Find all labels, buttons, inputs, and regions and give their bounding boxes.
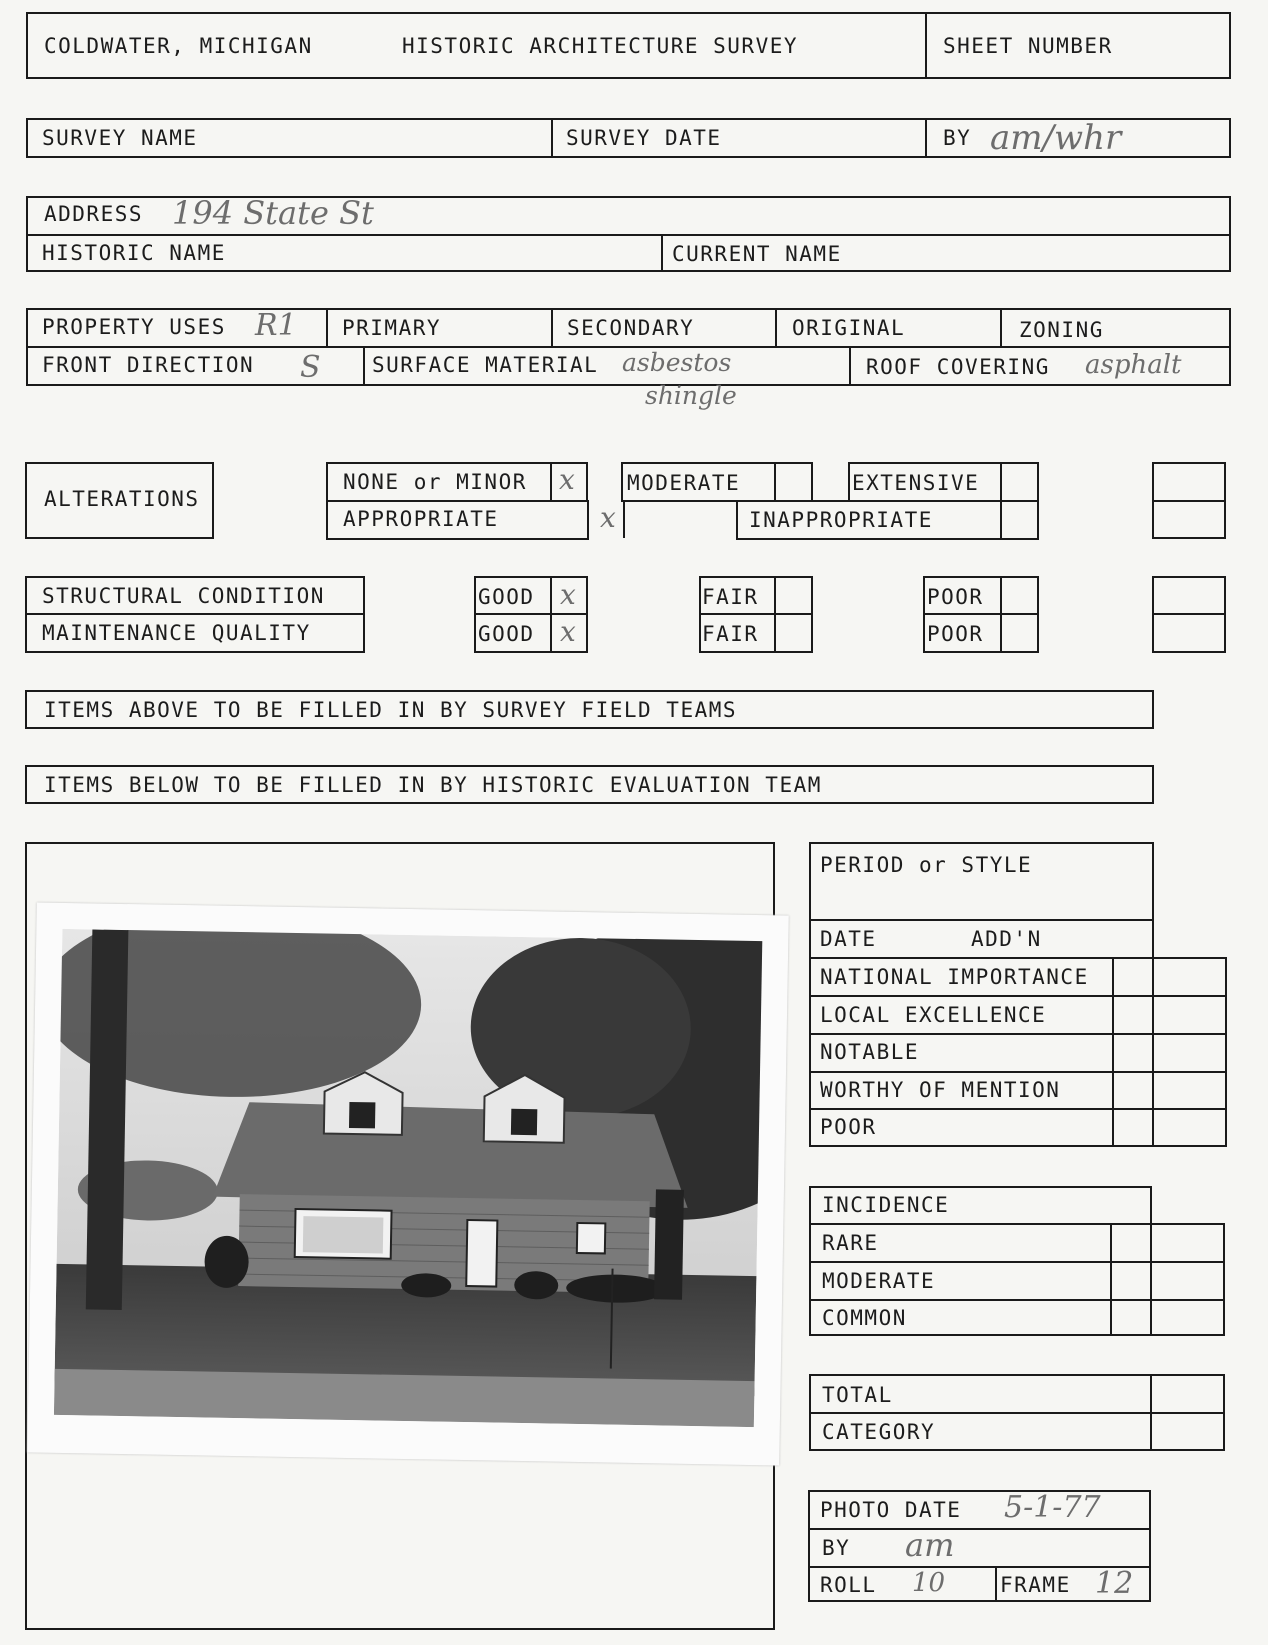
photo-by-label: BY xyxy=(822,1536,851,1560)
incidence-label: INCIDENCE xyxy=(822,1193,950,1217)
prop-div-6 xyxy=(849,346,851,386)
address-divider xyxy=(661,234,663,272)
rating-national: NATIONAL IMPORTANCE xyxy=(820,965,1089,989)
notes-above: ITEMS ABOVE TO BE FILLED IN BY SURVEY FIELD TEAMS xyxy=(44,698,738,722)
maintenance-good-mark: x xyxy=(560,615,576,648)
current-name-label: CURRENT NAME xyxy=(672,242,842,266)
address-value: 194 State St xyxy=(172,194,374,232)
mounted-photo xyxy=(27,902,788,1465)
sheet-number-label: SHEET NUMBER xyxy=(943,34,1113,58)
prop-div-4 xyxy=(1000,308,1002,346)
inc-check-divider xyxy=(1110,1223,1112,1334)
inc-score-right xyxy=(1223,1223,1225,1334)
fair-divider xyxy=(774,576,776,653)
photo-info-hline-1 xyxy=(808,1528,1151,1530)
eval-hline-4 xyxy=(809,1071,1227,1073)
total-label: TOTAL xyxy=(822,1383,893,1407)
photo-date-value: 5-1-77 xyxy=(1004,1490,1101,1525)
eval-hline-2 xyxy=(809,995,1227,997)
poor-label-1: POOR xyxy=(927,585,984,609)
addn-label: ADD'N xyxy=(971,927,1042,951)
eval-check-divider xyxy=(1112,957,1114,1145)
photo-by-value: am xyxy=(905,1526,955,1564)
inc-hline-3 xyxy=(809,1299,1225,1301)
extensive-check-divider xyxy=(1000,462,1002,502)
eval-score-bottom xyxy=(1152,1145,1227,1147)
survey-by-label: BY xyxy=(943,126,972,150)
appropriate-mark: x xyxy=(600,501,616,534)
surface-material-value-2: shingle xyxy=(645,381,737,410)
prop-div-5 xyxy=(363,346,365,386)
inc-score-bottom xyxy=(1150,1334,1225,1336)
eval-hline-3 xyxy=(809,1033,1227,1035)
property-uses-label: PROPERTY USES xyxy=(42,315,226,339)
good-label-1: GOOD xyxy=(478,585,535,609)
date-label: DATE xyxy=(820,927,877,951)
eval-hline-5 xyxy=(809,1108,1227,1110)
inappropriate-label: INAPPROPRIATE xyxy=(749,508,933,532)
roof-covering-value: asphalt xyxy=(1085,350,1182,380)
rating-local: LOCAL EXCELLENCE xyxy=(820,1003,1047,1027)
eval-hline-date xyxy=(809,919,1154,921)
frame-label: FRAME xyxy=(1000,1573,1071,1597)
alterations-score-hline xyxy=(1152,500,1226,502)
fair-label-1: FAIR xyxy=(702,585,759,609)
rating-notable: NOTABLE xyxy=(820,1040,920,1064)
header-divider xyxy=(925,12,927,79)
prop-div-3 xyxy=(775,308,777,346)
poor-label-2: POOR xyxy=(927,622,984,646)
incidence-common: COMMON xyxy=(822,1306,907,1330)
rating-worthy: WORTHY OF MENTION xyxy=(820,1078,1061,1102)
appropriate-label: APPROPRIATE xyxy=(343,507,499,531)
good-label-2: GOOD xyxy=(478,622,535,646)
zoning-label: ZONING xyxy=(1019,318,1104,342)
header-title: HISTORIC ARCHITECTURE SURVEY xyxy=(402,34,799,58)
rating-poor: POOR xyxy=(820,1115,877,1139)
poor-hline xyxy=(923,613,1039,615)
none-check-divider xyxy=(550,462,552,502)
structural-good-mark: x xyxy=(560,578,576,611)
historic-name-label: HISTORIC NAME xyxy=(42,241,226,265)
poor-divider xyxy=(1000,576,1002,653)
original-label: ORIGINAL xyxy=(792,316,906,340)
none-or-minor-label: NONE or MINOR xyxy=(343,470,527,494)
incidence-rare: RARE xyxy=(822,1231,879,1255)
inc-hline-1 xyxy=(809,1223,1225,1225)
category-label: CATEGORY xyxy=(822,1420,936,1444)
front-direction-label: FRONT DIRECTION xyxy=(42,353,255,377)
structural-condition-label: STRUCTURAL CONDITION xyxy=(42,584,325,608)
front-direction-value: S xyxy=(300,350,321,385)
roll-frame-divider xyxy=(995,1566,997,1602)
total-divider xyxy=(1150,1374,1152,1451)
primary-label: PRIMARY xyxy=(342,316,442,340)
moderate-label: MODERATE xyxy=(627,471,741,495)
notes-below: ITEMS BELOW TO BE FILLED IN BY HISTORIC EVALUATION TEAM xyxy=(44,773,822,797)
survey-divider-2 xyxy=(925,118,927,158)
survey-name-label: SURVEY NAME xyxy=(42,126,198,150)
header-city: COLDWATER, MICHIGAN xyxy=(44,34,313,58)
maintenance-quality-label: MAINTENANCE QUALITY xyxy=(42,621,311,645)
appropriate-check-right xyxy=(623,500,625,538)
prop-div-1 xyxy=(326,308,328,346)
inappropriate-check-divider xyxy=(1000,500,1002,540)
prop-div-2 xyxy=(551,308,553,346)
inc-hline-2 xyxy=(809,1261,1225,1263)
frame-value: 12 xyxy=(1095,1566,1134,1601)
surface-material-label: SURFACE MATERIAL xyxy=(372,353,599,377)
alterations-label: ALTERATIONS xyxy=(44,487,200,511)
fair-label-2: FAIR xyxy=(702,622,759,646)
eval-hline-1 xyxy=(809,957,1227,959)
inc-score-left xyxy=(1150,1223,1152,1334)
roll-label: ROLL xyxy=(820,1573,877,1597)
house-photo-image xyxy=(54,929,762,1427)
secondary-label: SECONDARY xyxy=(567,316,695,340)
survey-date-label: SURVEY DATE xyxy=(566,126,722,150)
total-hline xyxy=(809,1412,1225,1414)
eval-score-left xyxy=(1152,957,1154,1145)
survey-by-value: am/whr xyxy=(990,118,1122,158)
roll-value: 10 xyxy=(912,1568,946,1598)
period-label: PERIOD or STYLE xyxy=(820,853,1033,877)
condition-label-hline xyxy=(25,613,365,615)
photo-date-label: PHOTO DATE xyxy=(820,1498,962,1522)
extensive-label: EXTENSIVE xyxy=(852,471,980,495)
none-or-minor-mark: x xyxy=(559,463,575,496)
eval-score-right xyxy=(1225,957,1227,1145)
fair-hline xyxy=(699,613,813,615)
property-uses-value: R1 xyxy=(255,308,297,343)
moderate-check-divider xyxy=(774,462,776,502)
surface-material-value: asbestos xyxy=(622,348,732,377)
good-divider xyxy=(550,576,552,653)
survey-divider-1 xyxy=(551,118,553,158)
incidence-moderate: MODERATE xyxy=(822,1269,936,1293)
condition-score-hline xyxy=(1152,613,1226,615)
address-hline xyxy=(26,234,1231,236)
address-label: ADDRESS xyxy=(44,202,144,226)
roof-covering-label: ROOF COVERING xyxy=(866,355,1050,379)
